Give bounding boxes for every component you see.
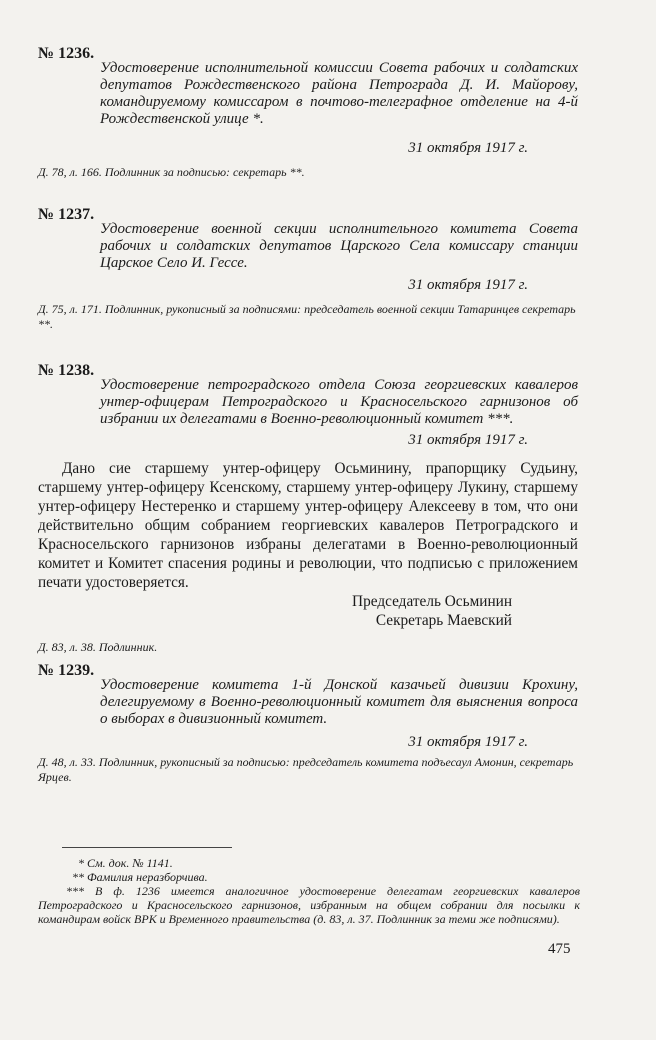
archive-reference: Д. 48, л. 33. Подлинник, рукописный за подписью: председатель комитета подъесаул Амонин, секретарь Ярцев. <box>38 755 574 784</box>
document-number: № 1238. <box>38 362 95 379</box>
document-1236 <box>38 45 578 180</box>
footnote-divider <box>62 847 232 848</box>
document-heading: Удостоверение петроградского отдела Союза георгиевских кавалеров унтер-офицерам Петроградского и Красносельского гарнизонов об избрании их делегатами в Военно-революционный комитет ***. <box>100 377 578 427</box>
document-number: № 1236. <box>38 45 95 62</box>
document-heading: Удостоверение исполнительной комиссии Совета рабочих и солдатских депутатов Рождественского района Петрограда Д. И. Майорову, командируемому комиссаром в почтово-телеграфное отделение на 4-й Рождественской улице *. <box>100 60 578 127</box>
document-1237 <box>38 206 578 332</box>
footnote-1: * См. док. № 1141. <box>78 856 173 870</box>
footnotes <box>38 856 580 926</box>
signature-chairman: Председатель Осьминин <box>352 593 512 610</box>
document-number: № 1237. <box>38 206 95 223</box>
document-heading: Удостоверение военной секции исполнительного комитета Совета рабочих и солдатских депутатов Царского Села комиссару станции Царское Село И. Гессе. <box>100 221 578 271</box>
document-date: 31 октября 1917 г. <box>408 432 528 448</box>
footnote-2: ** Фамилия неразборчива. <box>72 870 208 884</box>
archive-reference: Д. 78, л. 166. Подлинник за подписью: секретарь **. <box>38 165 305 179</box>
archive-reference: Д. 83, л. 38. Подлинник. <box>38 640 158 654</box>
document-heading: Удостоверение комитета 1-й Донской казачьей дивизии Крохину, делегируемому в Военно-революционный комитет для выяснения вопроса о выборах в дивизионный комитет. <box>100 677 578 727</box>
archive-reference: Д. 75, л. 171. Подлинник, рукописный за подписями: председатель военной секции Татаринцев секретарь **. <box>38 302 576 331</box>
signature-secretary: Секретарь Маевский <box>375 612 512 629</box>
document-1238 <box>38 362 578 655</box>
document-1239 <box>38 662 578 785</box>
document-date: 31 октября 1917 г. <box>408 277 528 293</box>
document-date: 31 октября 1917 г. <box>408 140 528 156</box>
page-number: 475 <box>548 941 571 957</box>
document-date: 31 октября 1917 г. <box>408 734 528 750</box>
footnote-3: *** В ф. 1236 имеется аналогичное удостоверение делегатам георгиевских кавалеров Петроградского и Красносельского гарнизонов, избранным на общем собрании для посылки к командирам войск ВРК и Временного правительства (д. 83, л. 37. Подлинник за теми же подписями). <box>38 884 580 926</box>
document-number: № 1239. <box>38 662 95 679</box>
document-body: Дано сие старшему унтер-офицеру Осьминину, прапорщику Судьину, старшему унтер-офицеру Ксенскому, старшему унтер-офицеру Лукину, старшему унтер-офицеру Нестеренко и старшему унтер-офицеру Алексееву в том, что они действительно общим собранием георгиевских кавалеров Петроградского и Красносельского гарнизонов избраны делегатами в Военно-революционный комитет и Комитет спасения родины и революции, что подписью с приложением печати удостоверяется. <box>38 460 578 591</box>
